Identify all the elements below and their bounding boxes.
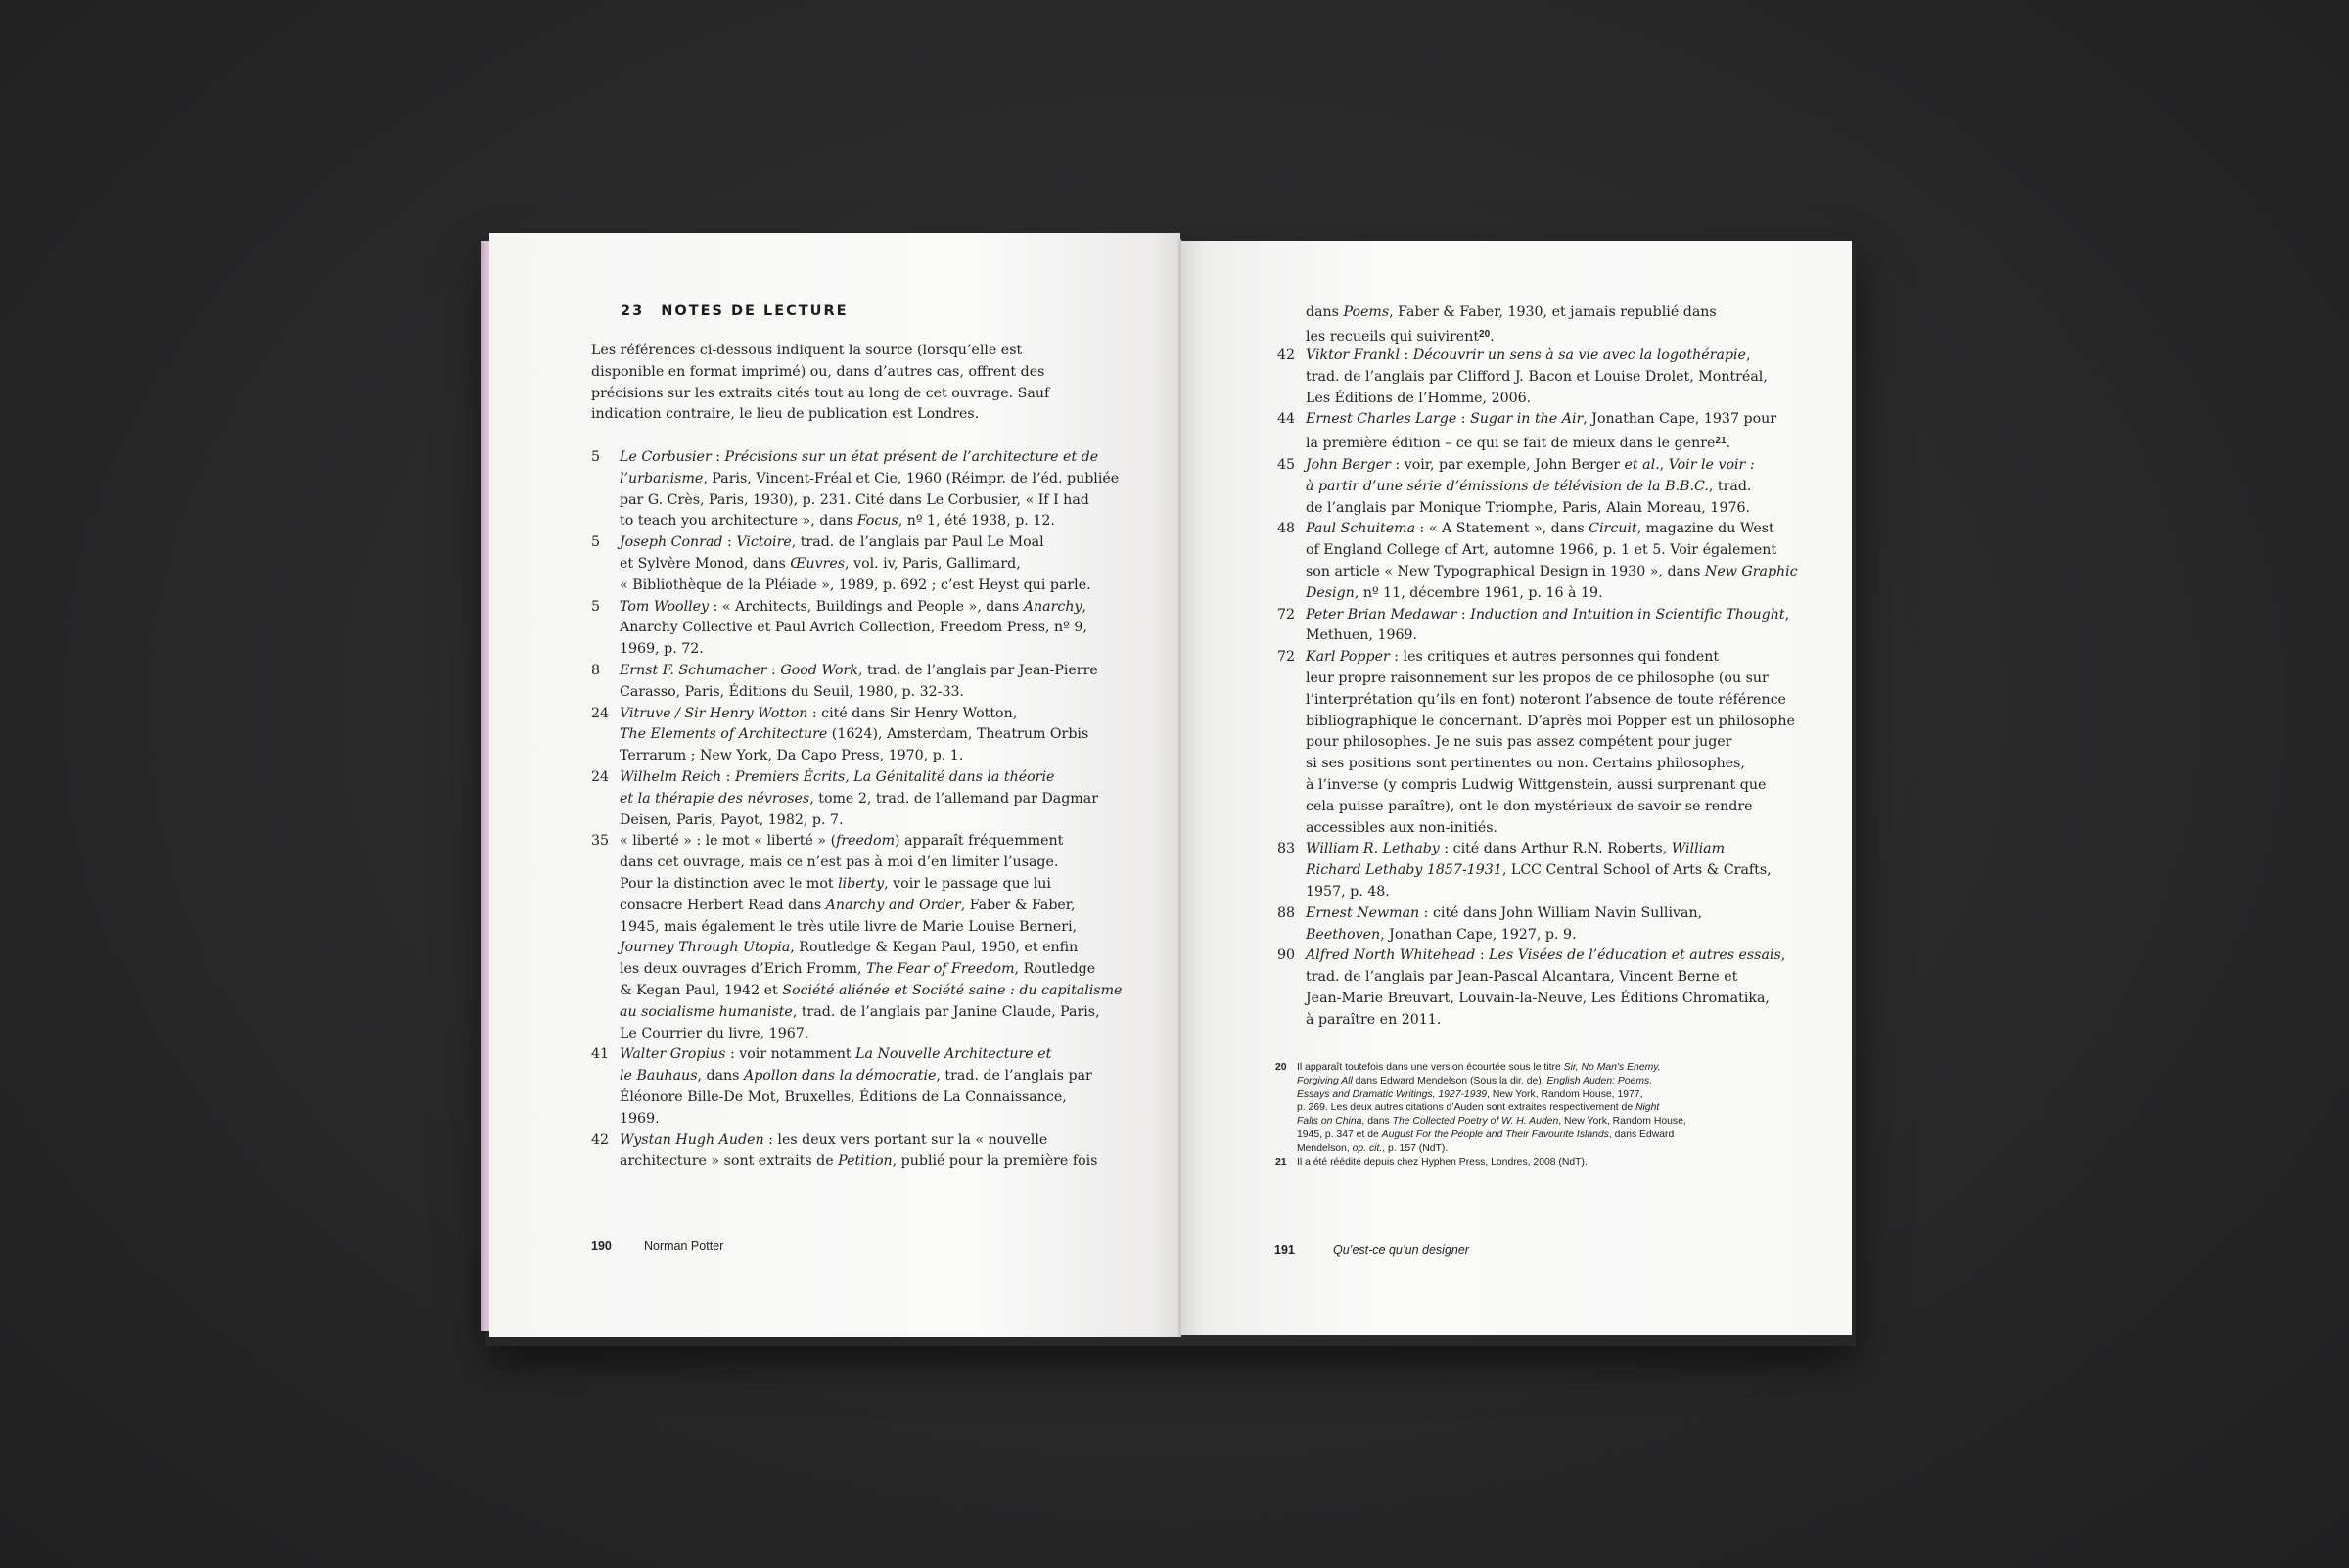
note-entry (591, 597, 1090, 661)
note-text: John Berger : voir, par exemple, John Berger et al., Voir le voir : à partir d’une série d’émissions de télévision de la B.B.C., trad. de l’anglais par Monique Triomphe, Paris, Alain Moreau, 1976. (1306, 456, 1755, 516)
right-page (1180, 241, 1852, 1335)
note-entry (1277, 605, 1790, 648)
section-heading (621, 303, 849, 319)
note-number: 5 (591, 534, 601, 551)
note-number: 5 (591, 449, 601, 465)
note-entry (591, 704, 1090, 767)
section-title: NOTES DE LECTURE (661, 303, 849, 319)
notes-list (1277, 346, 1798, 1032)
note-number: 41 (591, 1046, 610, 1063)
note-text: Wystan Hugh Auden : les deux vers portant sur la « nouvelle architecture » sont extraits de Petition, publié pour la première fois (620, 1131, 1098, 1170)
note-text: Vitruve / Sir Henry Wotton : cité dans Sir Henry Wotton, The Elements of Architecture (1624), Amsterdam, Theatrum Orbis Terrarum ; New York, Da Capo Press, 1970, p. 1. (620, 705, 1089, 764)
note-text: Karl Popper : les critiques et autres personnes qui fondent leur propre raisonnement sur les propos de ce philosophe (ou sur l’interprétation qu’ils en font) noteront l’absence de toute référence bibliographique le concernant. D’après moi Popper est un philosophe pour philosophes. Je ne suis pas assez compétent pour juger si ses positions sont pertinentes ou non. Certains philosophes, à l’inverse (y compris Ludwig Wittgenstein, aussi surprenant que cela puisse paraître), ont le don mystérieux de savoir se rendre accessibles aux non-initiés. (1306, 649, 1795, 836)
note-number: 90 (1277, 947, 1296, 964)
note-entry (1277, 409, 1786, 455)
note-entry (1277, 945, 1786, 1031)
note-number: 45 (1277, 456, 1296, 473)
note-text: Ernst F. Schumacher : Good Work, trad. de l’anglais par Jean-Pierre Carasso, Paris, Éditions du Seuil, 1980, p. 32-33. (620, 662, 1098, 700)
note-continuation (1306, 302, 1815, 348)
note-text: Joseph Conrad : Victoire, trad. de l’anglais par Paul Le Moal et Sylvère Monod, dans Œuvres, vol. iv, Paris, Gallimard, « Bibliothèque de la Pléiade », 1989, p. 692 ; c’est Heyst qui parle. (620, 534, 1091, 593)
note-entry (1277, 839, 1786, 902)
note-number: 44 (1277, 411, 1296, 428)
note-number: 21 (1275, 1156, 1287, 1168)
note-text: « liberté » : le mot « liberté » (freedom) apparaît fréquemment dans cet ouvrage, mais ce n’est pas à moi d’en limiter l’usage. Pour la distinction avec le mot liberty, voir le passage que lui consacre Herbert Read dans Anarchy and Order, Faber & Faber, 1945, mais également le très utile livre de Marie Louise Berneri, Journey Through Utopia, Routledge & Kegan Paul, 1950, et enfin les deux ouvrages d’Erich Fromm, The Fear of Freedom, Routledge & Kegan Paul, 1942 et Société aliénée et Société saine : du capitalisme au socialisme humaniste, trad. de l’anglais par Janine Claude, Paris, Le Courrier du livre, 1967. (620, 833, 1123, 1041)
note-entry (591, 1044, 1090, 1130)
note-entry (591, 661, 1098, 704)
note-text: Viktor Frankl : Découvrir un sens à sa vie avec la logothérapie, trad. de l’anglais par Clifford J. Bacon et Louise Drolet, Montréal, Les Éditions de l’Homme, 2006. (1306, 347, 1768, 406)
note-text: Alfred North Whitehead : Les Visées de l’éducation et autres essais, trad. de l’anglais par Jean-Pascal Alcantara, Vincent Berne et Jean-Marie Breuvart, Louvain-la-Neuve, Les Éditions Chromatika, à paraître en 2011. (1306, 947, 1786, 1028)
page-number: 190 (591, 1239, 612, 1253)
note-number: 8 (591, 662, 601, 678)
page-number: 191 (1274, 1243, 1295, 1257)
note-entry (591, 1130, 1098, 1174)
note-text: Wilhelm Reich : Premiers Écrits, La Génitalité dans la théorie et la thérapie des névroses, tome 2, trad. de l’allemand par Dagmar Deisen, Paris, Payot, 1982, p. 7. (620, 768, 1098, 828)
note-entry (591, 447, 1120, 532)
running-footer: Norman Potter (644, 1239, 724, 1253)
note-number: 72 (1277, 606, 1296, 623)
note-number: 83 (1277, 841, 1296, 857)
note-text: Paul Schuitema : « A Statement », dans Circuit, magazine du West of England College of Art, automne 1966, p. 1 et 5. Voir également son article « New Typographical Design in 1930 », dans New Graphic Design, nº 11, décembre 1961, p. 16 à 19. (1306, 521, 1798, 601)
note-text: Ernest Charles Large : Sugar in the Air, Jonathan Cape, 1937 pour la première édition – ce qui se fait de mieux dans le genre$^{21}$. (1306, 411, 1777, 452)
note-entry (591, 532, 1090, 596)
note-text: Tom Woolley : « Architects, Buildings and People », dans Anarchy, Anarchy Collective et Paul Avrich Collection, Freedom Press, nº 9, 1969, p. 72. (620, 598, 1087, 658)
note-number: 88 (1277, 904, 1296, 921)
note-number: 24 (591, 705, 610, 721)
note-entry (1277, 519, 1798, 604)
note-text: Il a été réédité depuis chez Hyphen Press, Londres, 2008 (NdT). (1297, 1156, 1588, 1168)
note-number: 20 (1275, 1062, 1287, 1073)
note-entry (1277, 647, 1795, 839)
note-text: Ernest Newman : cité dans John William Navin Sullivan, Beethoven, Jonathan Cape, 1927, p. 9. (1306, 904, 1703, 943)
footnote-entry (1275, 1061, 1765, 1156)
footnotes (1275, 1061, 1765, 1169)
note-number: 72 (1277, 649, 1296, 666)
continuation-line: les recueils qui suivirent$^{20}$. (1306, 328, 1495, 345)
right-folio (1274, 1243, 1469, 1257)
note-text: William R. Lethaby : cité dans Arthur R.N. Roberts, William Richard Lethaby 1857-1931, LCC Central School of Arts & Crafts, 1957, p. 48. (1306, 841, 1772, 899)
continuation-line: dans Poems, Faber & Faber, 1930, et jamais republié dans (1306, 304, 1717, 320)
note-text: Walter Gropius : voir notamment La Nouvelle Architecture et le Bauhaus, dans Apollon dans la démocratie, trad. de l’anglais par Éléonore Bille-De Mot, Bruxelles, Éditions de La Connaissance, 1969. (620, 1046, 1092, 1127)
note-number: 35 (591, 833, 610, 850)
note-entry (1277, 455, 1786, 519)
section-number: 23 (621, 303, 645, 319)
note-number: 42 (591, 1131, 610, 1148)
note-number: 48 (1277, 521, 1296, 537)
note-number: 42 (1277, 347, 1296, 363)
note-text: Le Corbusier : Précisions sur un état présent de l’architecture et de l’urbanisme, Paris, Vincent-Fréal et Cie, 1960 (Réimpr. de l’éd. publiée par G. Crès, Paris, 1930), p. 231. Cité dans Le Corbusier, « If I had to teach you architecture », dans Focus, nº 1, été 1938, p. 12. (620, 449, 1120, 530)
note-entry (591, 767, 1098, 831)
left-folio (591, 1239, 724, 1253)
spine (1178, 239, 1181, 1337)
note-entry (1277, 903, 1786, 946)
footnote-entry (1275, 1156, 1765, 1170)
note-entry (1277, 346, 1786, 409)
intro-paragraph: Les références ci-dessous indiquent la source (lorsqu’elle est disponible en format imprimé) ou, dans d’autres cas, offrent des précisions sur les extraits cités tout au long de cet ouvrage. Sauf indication contraire, le lieu de publication est Londres. (591, 343, 1050, 423)
note-text: Peter Brian Medawar : Induction and Intuition in Scientific Thought, Methuen, 1969. (1306, 606, 1790, 644)
note-number: 5 (591, 598, 601, 615)
left-page (489, 233, 1180, 1337)
notes-list (591, 447, 1123, 1173)
note-text: Il apparaît toutefois dans une version écourtée sous le titre Sir, No Man’s Enemy, Forgiving All dans Edward Mendelson (Sous la dir. de), English Auden: Poems, Essays and Dramatic Writings, 1927-1939, New York, Random House, 1977, p. 269. Les deux autres citations d’Auden sont extraites respectivement de Night Falls on China, dans The Collected Poetry of W. H. Auden, New York, Random House, 1945, p. 347 et de August For the People and Their Favourite Islands, dans Edward Mendelson, op. cit., p. 157 (NdT). (1297, 1062, 1686, 1154)
running-footer: Qu’est-ce qu’un designer (1333, 1243, 1469, 1257)
note-entry (591, 831, 1123, 1044)
note-number: 24 (591, 768, 610, 785)
